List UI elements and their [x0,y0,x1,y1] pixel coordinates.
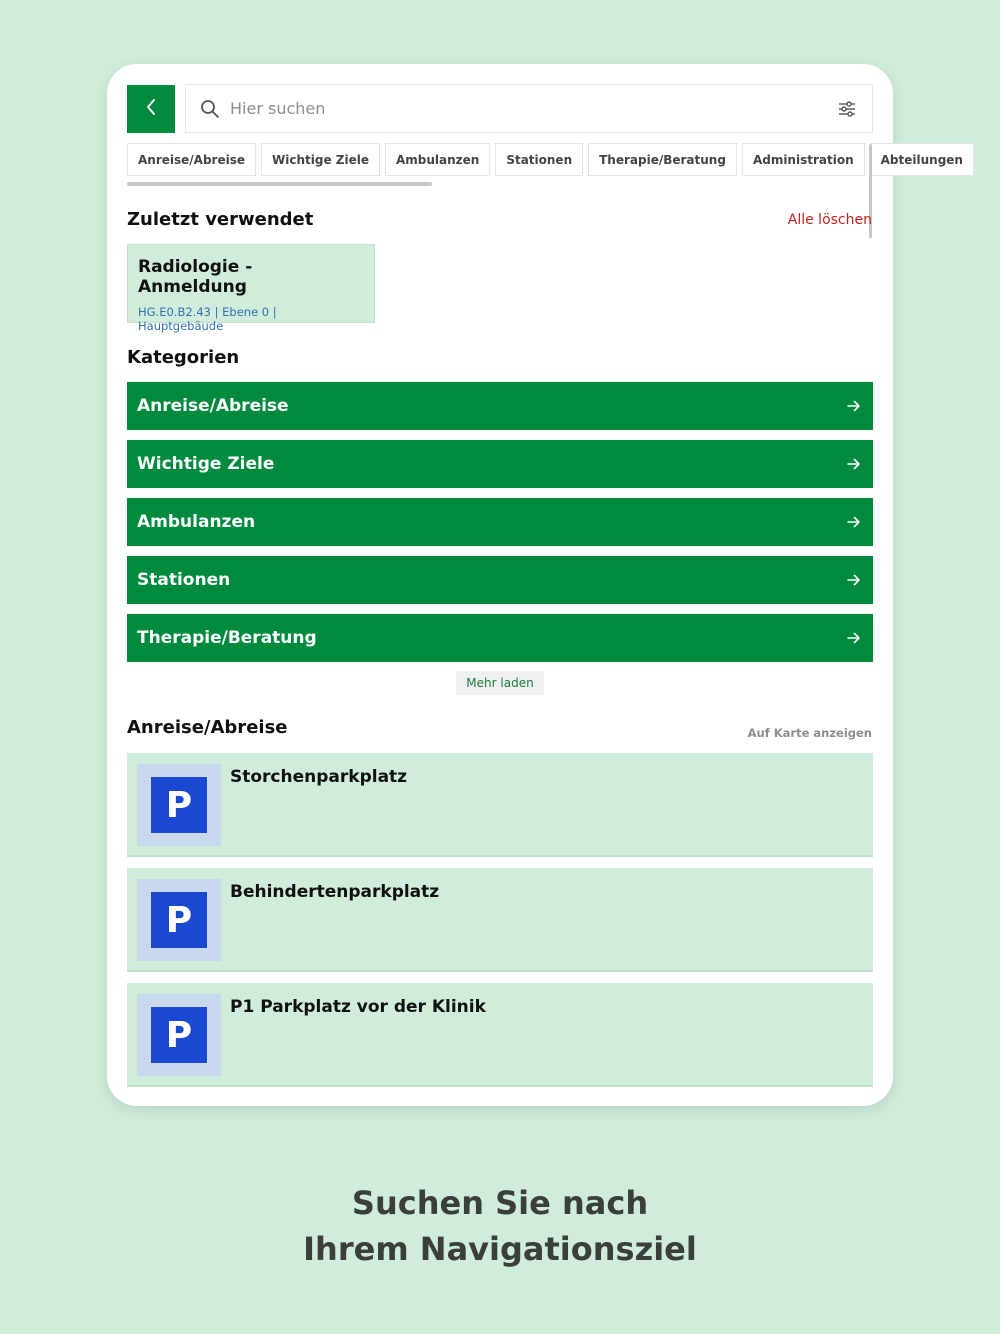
arrow-right-icon [847,571,861,590]
place-name: P1 Parkplatz vor der Klinik [230,997,486,1017]
chip-ambulanzen[interactable]: Ambulanzen [385,143,490,176]
section-title: Anreise/Abreise [127,717,288,738]
place-name: Storchenparkplatz [230,767,408,787]
recent-item[interactable] [127,244,375,333]
clear-all-link[interactable]: Alle löschen [787,212,872,228]
place-item[interactable] [127,868,873,972]
recent-item-title: Radiologie - Anmeldung [138,257,253,297]
load-more-button[interactable]: Mehr laden [456,671,544,695]
category-ambulanzen[interactable] [127,498,873,546]
search-bar [185,84,873,133]
chips-scrollbar[interactable] [127,182,432,186]
category-stationen[interactable] [127,556,873,604]
promo-caption [0,1180,1000,1272]
arrow-right-icon [847,455,861,474]
place-item[interactable] [127,753,873,857]
parking-icon: P [151,777,207,833]
chip-therapie-beratung[interactable]: Therapie/Beratung [588,143,737,176]
search-icon [200,99,220,119]
place-item[interactable] [127,983,873,1087]
arrow-right-icon [847,397,861,416]
category-list [127,382,873,672]
category-label: Anreise/Abreise [137,396,289,416]
place-thumbnail [137,879,221,961]
chevron-left-icon [144,98,158,120]
recent-title: Zuletzt verwendet [127,209,314,230]
place-name: Behindertenparkplatz [230,882,440,902]
caption-line-1: Suchen Sie nach [351,1184,649,1222]
place-thumbnail [137,764,221,846]
show-on-map-link[interactable]: Auf Karte anzeigen [747,726,872,740]
chip-anreise-abreise[interactable]: Anreise/Abreise [127,143,256,176]
filter-icon[interactable] [836,98,858,120]
category-label: Stationen [137,570,231,590]
categories-title: Kategorien [127,347,240,368]
category-label: Ambulanzen [137,512,256,532]
parking-icon: P [151,1007,207,1063]
category-wichtige-ziele[interactable] [127,440,873,488]
place-list [127,753,873,1098]
chip-wichtige-ziele[interactable]: Wichtige Ziele [261,143,380,176]
chip-abteilungen[interactable]: Abteilungen [870,143,974,176]
arrow-right-icon [847,629,861,648]
caption-line-2: Ihrem Navigationsziel [303,1230,697,1268]
category-chips [127,143,963,177]
chip-administration[interactable]: Administration [742,143,865,176]
arrow-right-icon [847,513,861,532]
search-input[interactable] [230,94,836,124]
category-label: Therapie/Beratung [137,628,317,648]
category-anreise-abreise[interactable] [127,382,873,430]
app-screen [107,64,963,1106]
recent-item-location: HG.E0.B2.43 | Ebene 0 | Hauptgebäude [138,305,277,333]
chip-stationen[interactable]: Stationen [495,143,583,176]
back-button[interactable] [127,85,175,133]
category-label: Wichtige Ziele [137,454,275,474]
category-therapie-beratung[interactable] [127,614,873,662]
place-thumbnail [137,994,221,1076]
parking-icon: P [151,892,207,948]
